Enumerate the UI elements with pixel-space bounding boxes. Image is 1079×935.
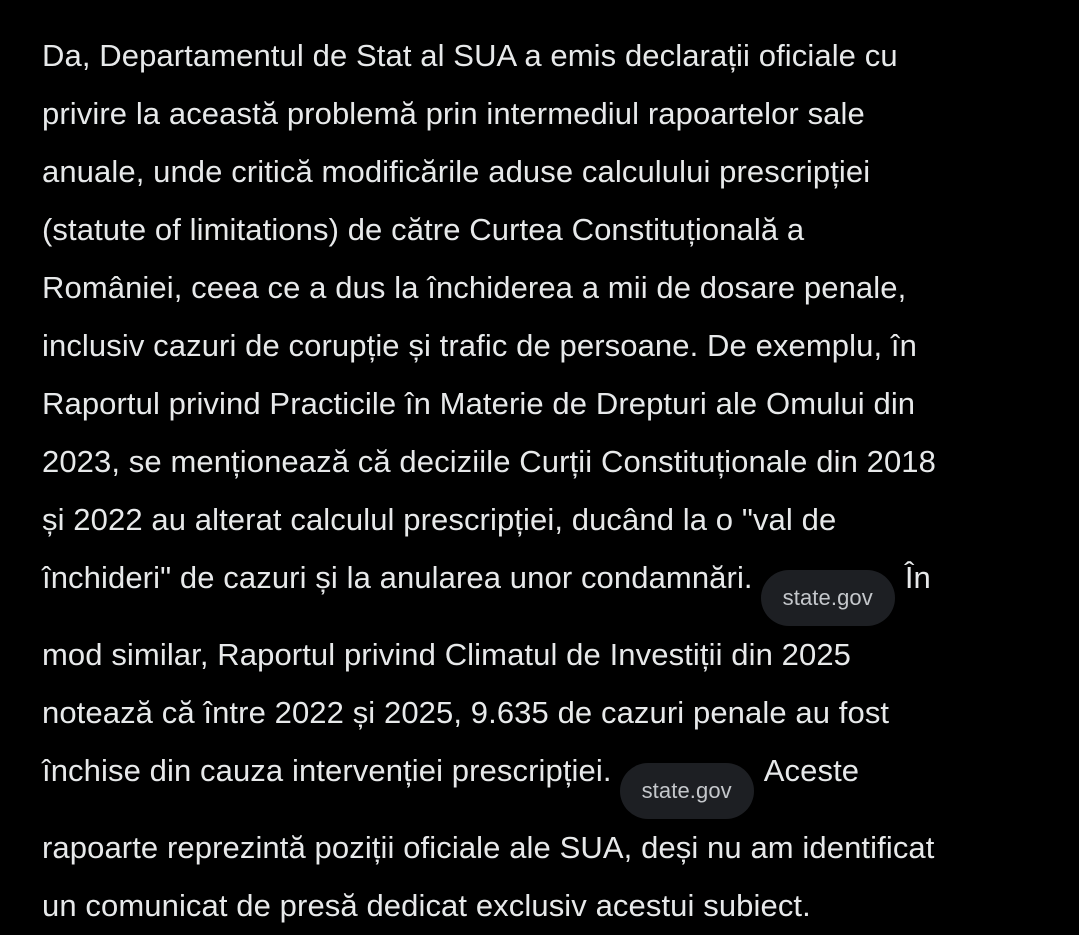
- answer-line: inclusiv cazuri de corupție și trafic de persoane. De exemplu, în: [42, 328, 917, 363]
- answer-line: anuale, unde critică modificările aduse calculului prescripției: [42, 154, 871, 189]
- citation-chip-state-gov-2[interactable]: state.gov: [620, 763, 754, 819]
- answer-line: privire la această problemă prin intermediul rapoartelor sale: [42, 96, 865, 131]
- answer-line: rapoarte reprezintă poziții oficiale ale SUA, deși nu am identificat: [42, 830, 935, 865]
- answer-line: 2023, se menționează că deciziile Curții Constituționale din 2018: [42, 444, 936, 479]
- answer-line: și 2022 au alterat calculul prescripției, ducând la o "val de: [42, 502, 837, 537]
- answer-line: mod similar, Raportul privind Climatul de Investiții din 2025: [42, 637, 852, 672]
- answer-line: Aceste: [763, 753, 860, 788]
- answer-line: În: [904, 560, 931, 595]
- answer-line: notează că între 2022 și 2025, 9.635 de cazuri penale au fost: [42, 695, 890, 730]
- citation-chip-state-gov-1[interactable]: state.gov: [761, 570, 895, 626]
- answer-line: Da, Departamentul de Stat al SUA a emis declarații oficiale cu: [42, 38, 898, 73]
- answer-line: Raportul privind Practicile în Materie de Drepturi ale Omului din: [42, 386, 916, 421]
- answer-line: un comunicat de presă dedicat exclusiv acestui subiect.: [42, 888, 811, 923]
- answer-text: [42, 27, 1042, 935]
- answer-line: închideri" de cazuri și la anularea unor condamnări.: [42, 560, 753, 595]
- answer-line: închise din cauza intervenției prescripției.: [42, 753, 612, 788]
- answer-line: României, ceea ce a dus la închiderea a mii de dosare penale,: [42, 270, 907, 305]
- answer-line: (statute of limitations) de către Curtea Constituțională a: [42, 212, 805, 247]
